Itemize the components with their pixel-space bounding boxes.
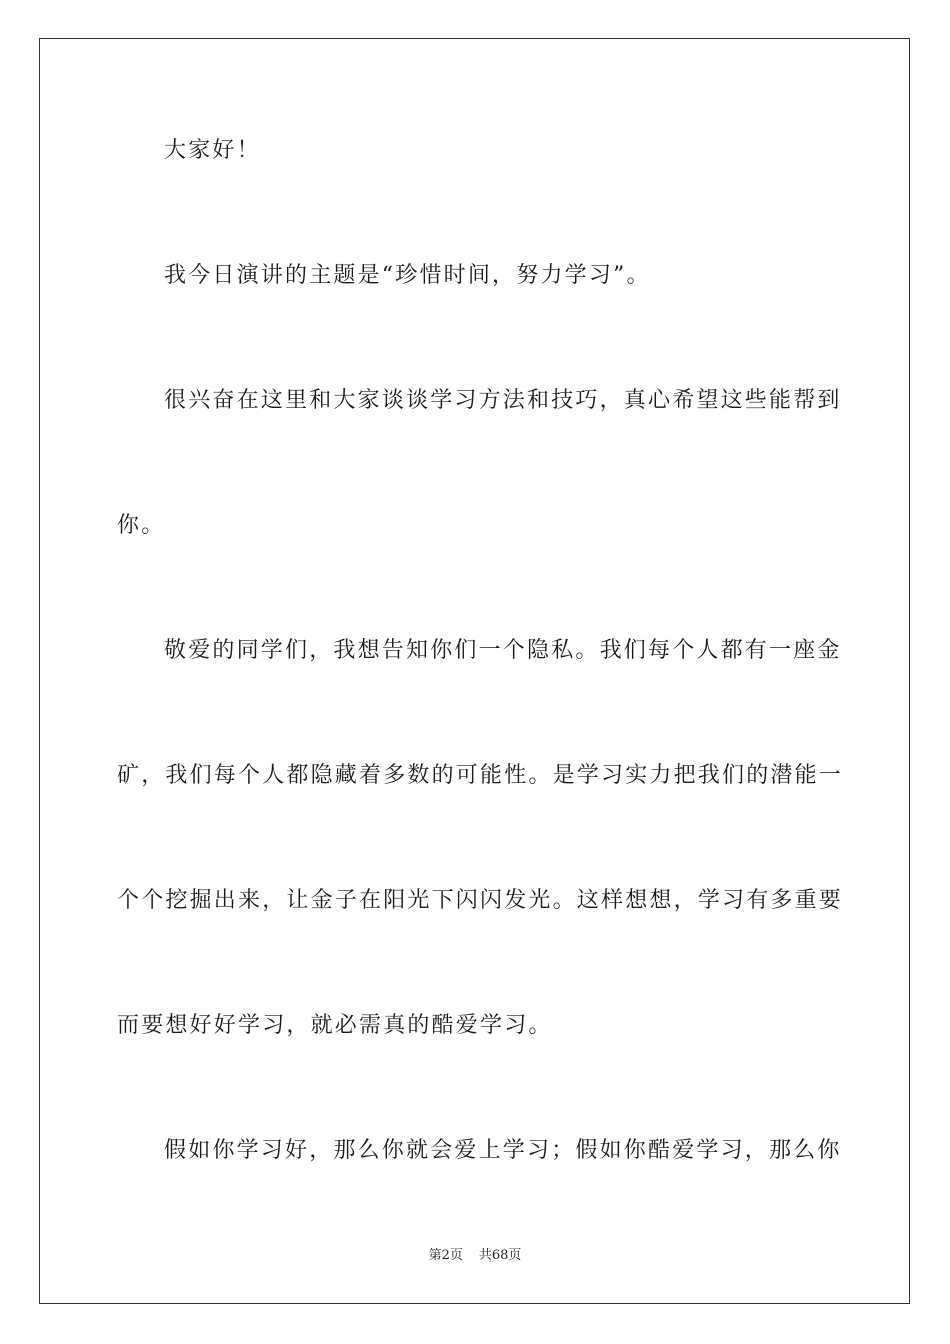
- text-line: 很兴奋在这里和大家谈谈学习方法和技巧，真心希望这些能帮到: [164, 388, 842, 413]
- text-line: 矿，我们每个人都隐藏着多数的可能性。是学习实力把我们的潜能一: [117, 763, 844, 788]
- text-line: 假如你学习好，那么你就会爱上学习；假如你酷爱学习，那么你: [164, 1138, 842, 1163]
- text-line: 而要想好好学习，就必需真的酷爱学习。: [117, 1013, 553, 1038]
- text-line: 个个挖掘出来，让金子在阳光下闪闪发光。这样想想，学习有多重要: [117, 888, 844, 913]
- page-footer: [0, 1247, 950, 1265]
- text-line: 我今日演讲的主题是“珍惜时间，努力学习”。: [164, 263, 651, 288]
- text-line: 你。: [117, 513, 166, 538]
- page-border: [39, 38, 910, 1304]
- text-line: 大家好！: [164, 138, 261, 163]
- page-number: 第2页: [428, 1248, 463, 1263]
- page-total: 共68页: [478, 1248, 522, 1263]
- text-line: 敬爱的同学们，我想告知你们一个隐私。我们每个人都有一座金: [164, 638, 842, 663]
